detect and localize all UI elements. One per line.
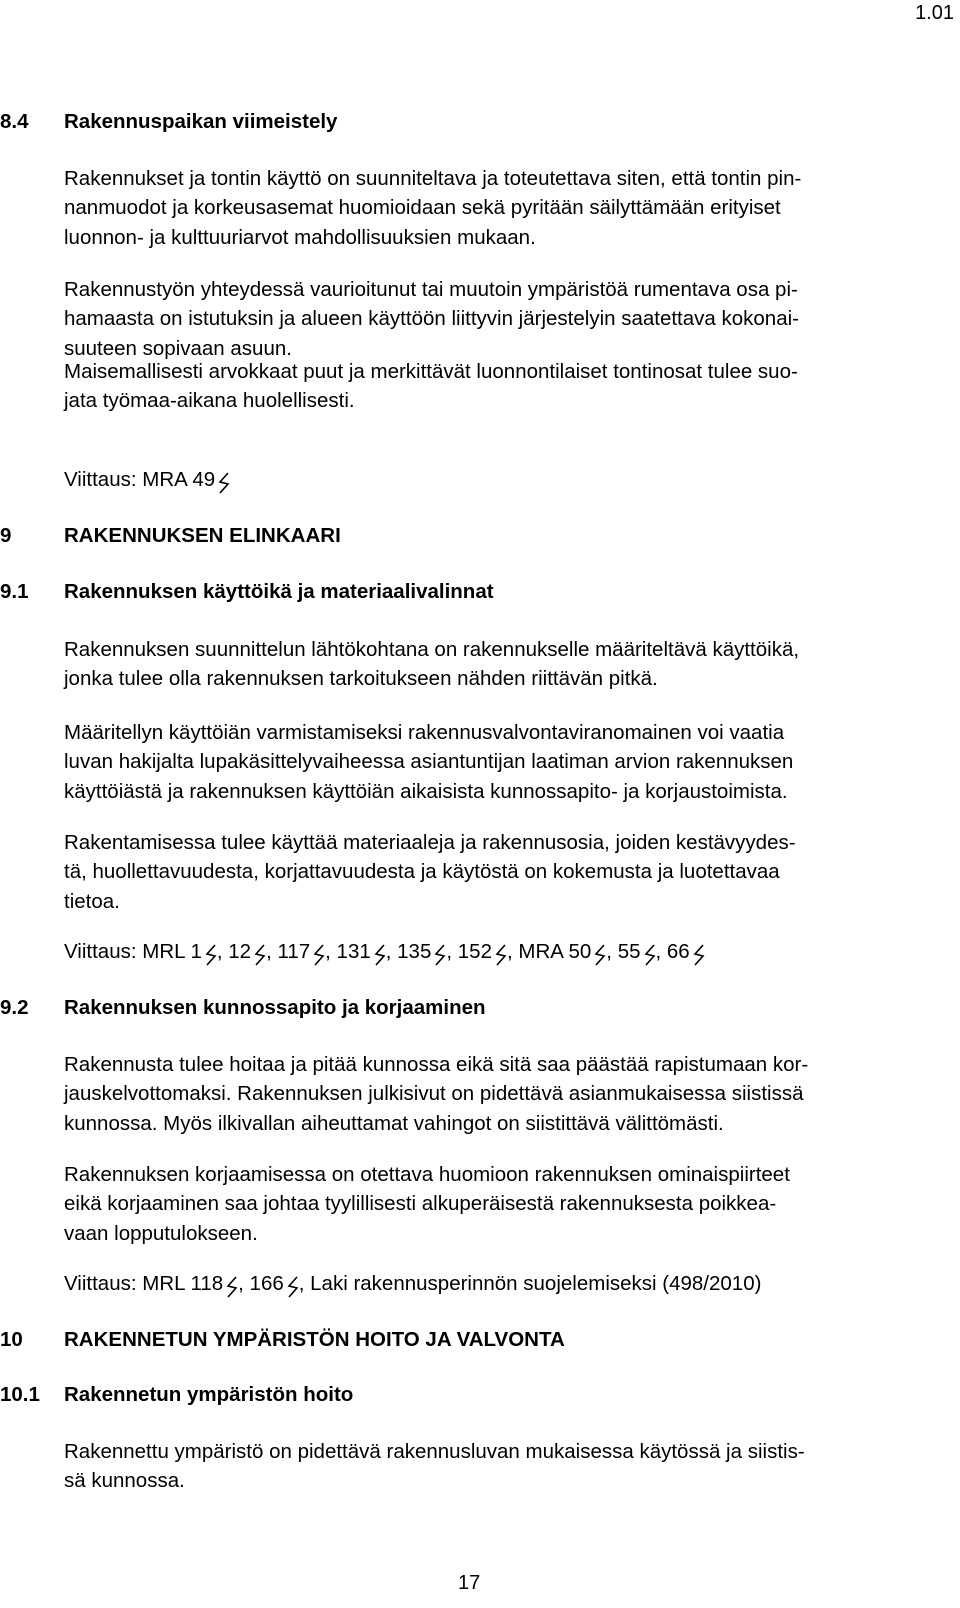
heading-number: 10.1 [0,1383,40,1406]
reference-text: , 135 [385,940,432,963]
section-sign-icon [205,944,217,966]
text-line: luonnon- ja kulttuuriarvot mahdollisuuksien mukaan. [64,225,536,249]
text-line: Maisemallisesti arvokkaat puut ja merkittävät luonnontilaiset tontinosat tulee suo- [64,360,798,383]
reference-text: , Laki rakennusperinnön suojelemiseksi (498/2010) [298,1272,762,1295]
reference-text: Viittaus: MRA 49 [64,468,216,491]
heading-number: 9.2 [0,996,29,1019]
reference-text: Viittaus: MRL 1 [64,940,202,963]
text-line: sä kunnossa. [64,1469,185,1493]
section-sign-icon [287,1276,299,1298]
text-line: suuteen sopivaan asuun. [64,336,292,360]
text-line: Määritellyn käyttöiän varmistamiseksi rakennusvalvontaviranomainen voi vaatia [64,721,785,744]
reference-text: , 131 [325,940,371,963]
reference-text: Viittaus: MRL 118 [64,1272,224,1295]
document-version: 1.01 [915,2,954,24]
reference-text: , 152 [446,940,492,963]
reference-text: , 66 [655,940,690,963]
text-line: jata työmaa-aikana huolellisesti. [64,389,355,413]
text-line: luvan hakijalta lupakäsittelyvaiheessa asiantuntijan laatiman arvion rakennuksen [64,750,794,774]
text-line: Rakennettu ympäristö on pidettävä rakennusluvan mukaisessa käytössä ja siistis- [64,1440,805,1463]
heading-title: Rakennuksen käyttöikä ja materiaalivalinnat [64,580,494,603]
heading-title: Rakennetun ympäristön hoito [64,1383,354,1406]
paragraph-9-2-2 [64,1160,944,1248]
text-line: eikä korjaaminen saa johtaa tyylillisesti alkuperäisestä rakennuksesta poikkea- [64,1192,777,1216]
text-line: tietoa. [64,889,120,913]
reference-text: , 12 [216,940,252,963]
heading-title: RAKENNETUN YMPÄRISTÖN HOITO JA VALVONTA [64,1328,565,1351]
heading-number: 9 [0,524,12,547]
paragraph-8-4-2 [64,275,944,363]
reference-9-1 [64,940,705,966]
text-line: Rakennukset ja tontin käyttö on suunniteltava ja toteutettava siten, että tontin pin- [64,167,802,190]
text-line: tä, huollettavuudesta, korjattavuudesta ja käytöstä on kokemusta ja luotettavaa [64,860,780,884]
reference-text: , MRA 50 [506,940,592,963]
heading-number: 8.4 [0,110,29,133]
paragraph-8-4-1 [64,164,944,252]
section-sign-icon [374,944,386,966]
text-line: Rakennusta tulee hoitaa ja pitää kunnossa eikä sitä saa päästää rapistumaan kor- [64,1053,809,1076]
text-line: jauskelvottomaksi. Rakennuksen julkisivut on pidettävä asianmukaisessa siistissä [64,1082,804,1106]
text-line: Rakentamisessa tulee käyttää materiaaleja ja rakennusosia, joiden kestävyydes- [64,831,796,854]
paragraph-9-1-1 [64,635,944,694]
section-sign-icon [254,944,266,966]
text-line: hamaasta on istutuksin ja alueen käyttöön liittyvin järjestelyin saatettava kokonai- [64,307,799,331]
section-sign-icon [218,472,230,494]
paragraph-10-1-1 [64,1437,944,1496]
text-line: vaan lopputulokseen. [64,1221,258,1245]
text-line: Rakennuksen korjaamisessa on otettava huomioon rakennuksen ominaispiirteet [64,1163,790,1186]
reference-9-2 [64,1272,761,1298]
section-sign-icon [644,944,656,966]
heading-number: 9.1 [0,580,29,603]
section-sign-icon [434,944,446,966]
page-number: 17 [458,1572,481,1594]
reference-text: , 166 [238,1272,284,1295]
section-sign-icon [693,944,705,966]
section-sign-icon [313,944,325,966]
section-sign-icon [594,944,606,966]
heading-title: Rakennuspaikan viimeistely [64,110,338,133]
heading-title: RAKENNUKSEN ELINKAARI [64,524,341,547]
section-sign-icon [495,944,507,966]
paragraph-9-2-1 [64,1050,944,1138]
text-line: jonka tulee olla rakennuksen tarkoitukseen nähden riittävän pitkä. [64,667,658,691]
reference-text: , 55 [606,940,641,963]
text-line: kunnossa. Myös ilkivallan aiheuttamat vahingot on siistittävä välittömästi. [64,1111,724,1135]
paragraph-8-4-3 [64,357,944,416]
reference-text: , 117 [266,940,311,963]
heading-title: Rakennuksen kunnossapito ja korjaaminen [64,996,486,1019]
text-line: Rakennuksen suunnittelun lähtökohtana on rakennukselle määriteltävä käyttöikä, [64,638,800,661]
text-line: nanmuodot ja korkeusasemat huomioidaan sekä pyritään säilyttämään erityiset [64,196,781,220]
paragraph-9-1-2 [64,718,944,806]
paragraph-9-1-3 [64,828,944,916]
heading-number: 10 [0,1328,23,1351]
text-line: Rakennustyön yhteydessä vaurioitunut tai muutoin ympäristöä rumentava osa pi- [64,278,798,301]
reference-8-4 [64,468,230,494]
section-sign-icon [226,1276,238,1298]
text-line: käyttöiästä ja rakennuksen käyttöiän aikaisista kunnossapito- ja korjaustoimista. [64,779,788,803]
